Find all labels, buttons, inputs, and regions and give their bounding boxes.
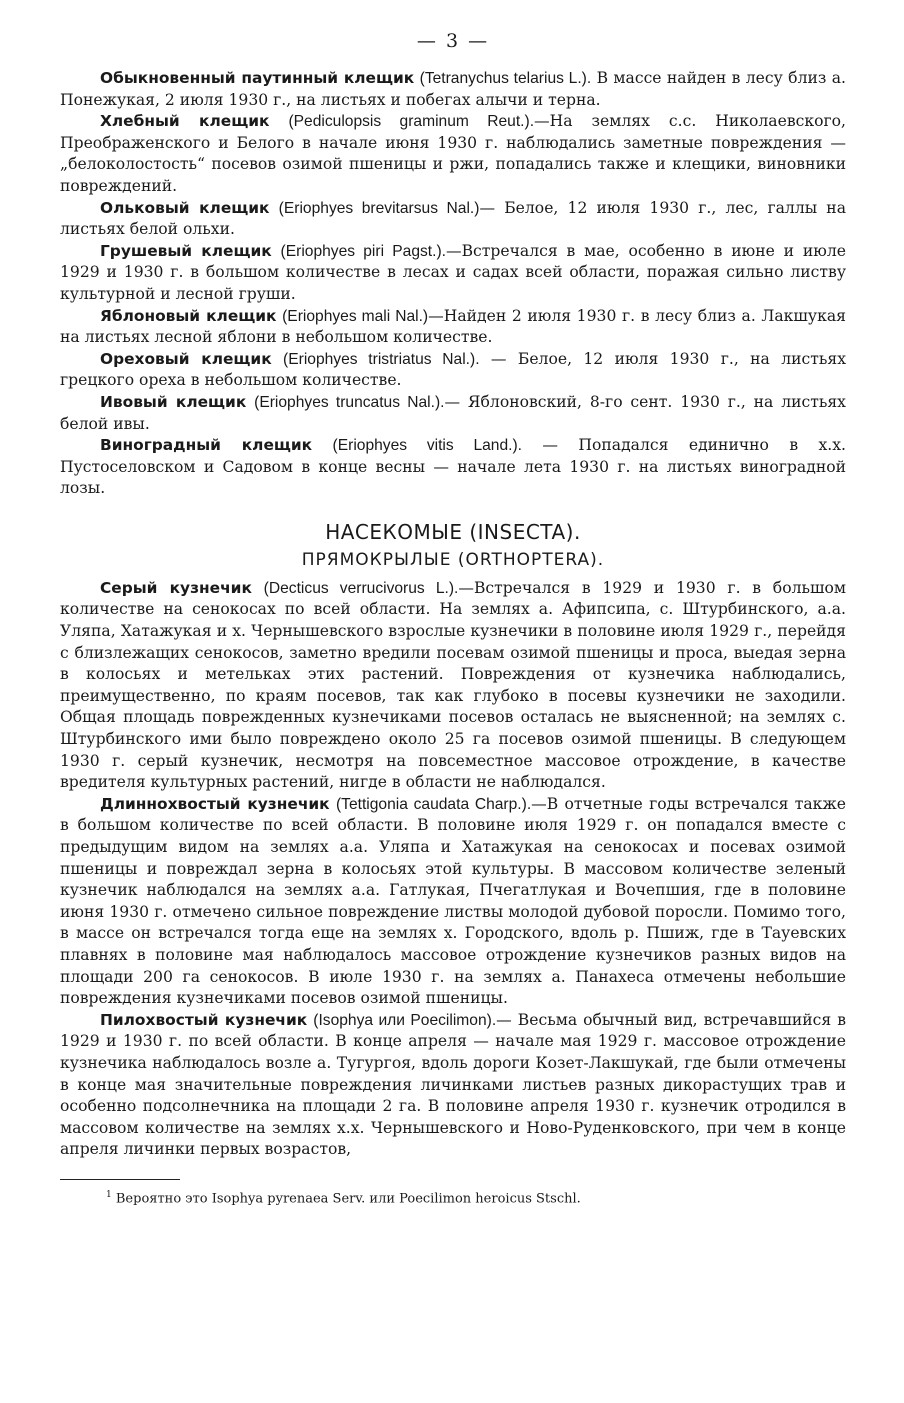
section-heading: НАСЕКОМЫЕ (INSECTA). bbox=[325, 519, 581, 544]
species-latin: (Eriophyes brevitarsus Nal.) bbox=[278, 199, 480, 217]
entry-mite-5 bbox=[60, 306, 846, 349]
entry-insect-3 bbox=[60, 1010, 846, 1161]
footnote-text: Вероятно это Isophya pyrenaea Serv. или Poecilimon heroicus Stschl. bbox=[115, 1191, 581, 1207]
species-latin: (Eriophyes truncatus Nal.). bbox=[254, 393, 445, 411]
species-latin: (Isophya или Poecilimon). bbox=[313, 1011, 497, 1029]
species-text: —На землях с.с. Николаевского, Преображенского и Белого в начале июня 1930 г. наблюдались заметные повреждения — „белоколостость“ посевов озимой пшеницы и ржи, попадались также и клещики, виновники повреждений. bbox=[60, 112, 846, 195]
species-name: Ореховый клещик bbox=[100, 349, 272, 368]
species-latin: (Decticus verrucivorus L.). bbox=[263, 579, 459, 597]
species-latin: (Tetranychus telarius L.). bbox=[419, 70, 592, 87]
footnote bbox=[60, 1186, 846, 1208]
entry-mite-6 bbox=[60, 349, 846, 392]
entry-mite-4 bbox=[60, 241, 846, 306]
insects-list bbox=[60, 578, 846, 1161]
species-name: Серый кузнечик bbox=[100, 578, 252, 597]
entry-mite-1 bbox=[60, 68, 846, 111]
subsection-heading: ПРЯМОКРЫЛЫЕ (ORTHOPTERA). bbox=[301, 549, 605, 570]
species-latin: (Eriophyes vitis Land.). bbox=[332, 437, 523, 455]
species-text: —В отчетные годы встречался также в большом количестве по всей области. В половине июля 1929 г. он попадался вместе с предыдущим видом на землях а.а. Уляпа и Хатажукая на сенокосах и посевах озимой пшеницы и повреждал зерна в колосьях этой культуры. В массовом количестве зеленый кузнечик наблюдался на землях а.а. Гатлукая, Пчегатлукая и Вочепшия, где в половине июня 1930 г. отмечено сильное повреждение листвы молодой дубовой поросли. Помимо того, в массе он встречался тогда еще на землях х. Городского, вдоль р. Пшиж, где в Тауевских плавнях в половине мая наблюдалось массовое отрождение кузнечиков разных видов на площади 200 га сенокосов. В июле 1930 г. на землях а. Панахеса отмечены небольшие повреждения кузнечиками посевов озимой пшеницы. bbox=[60, 794, 846, 1008]
entry-insect-1 bbox=[60, 578, 846, 794]
footnote-divider bbox=[60, 1179, 180, 1180]
species-name: Обыкновенный паутинный клещик bbox=[100, 69, 415, 87]
entry-mite-2 bbox=[60, 111, 846, 197]
species-name: Яблоновый клещик bbox=[100, 306, 277, 325]
entry-mite-8 bbox=[60, 435, 846, 500]
species-text: — Яблоновский, 8-го сент. 1930 г., на листьях белой ивы. bbox=[60, 392, 846, 433]
species-latin: (Eriophyes tristriatus Nal.). bbox=[283, 350, 480, 368]
species-name: Хлебный клещик bbox=[100, 112, 270, 131]
page-number: — 3 — bbox=[416, 30, 490, 52]
species-name: Пилохвостый кузнечик bbox=[100, 1010, 308, 1029]
species-text: —Найден 2 июля 1930 г. в лесу близ а. Лакшукая на листьях лесной яблони в небольшом количестве. bbox=[60, 306, 846, 347]
species-name: Ивовый клещик bbox=[100, 392, 247, 411]
species-name: Грушевый клещик bbox=[100, 241, 272, 260]
species-text: — Весьма обычный вид, встречавшийся в 1929 и 1930 г. по всей области. В конце апреля — начале мая 1929 г. массовое отрождение кузнечика наблюдалось возле а. Тугургоя, вдоль дороги Козет-Лакшукай, где были отмечены в конце мая значительные повреждения личинками листьев разных дикорастущих трав и особенно подсолнечника на площади 2 га. В половине апреля 1930 г. кузнечик отродился в массовом количестве на землях х.х. Чернышевского и Ново-Руденковского, при чем в конце апреля личинки первых возрастов, bbox=[60, 1010, 846, 1159]
page bbox=[60, 30, 846, 1208]
mites-list bbox=[60, 68, 846, 500]
species-text: —Встречался в мае, особенно в июне и июле 1929 и 1930 г. в большом количестве в лесах и садах всей области, поражая сильно листву культурной и лесной груши. bbox=[60, 241, 846, 303]
species-name: Ольковый клещик bbox=[100, 198, 270, 217]
species-latin: (Eriophyes piri Pagst.). bbox=[280, 242, 446, 260]
entry-mite-7 bbox=[60, 392, 846, 435]
footnote-mark: 1 bbox=[106, 1189, 112, 1200]
entry-insect-2 bbox=[60, 794, 846, 1010]
species-text: В массе найден в лесу близ а. Понежукая, 2 июля 1930 г., на листьях и побегах алычи и терна. bbox=[60, 69, 846, 109]
species-name: Длиннохвостый кузнечик bbox=[100, 794, 330, 813]
species-latin: (Pediculopsis graminum Reut.). bbox=[288, 113, 535, 131]
species-text: — Попадался единично в х.х. Пустоселовском и Садовом в конце весны — начале лета 1930 г. на листьях виноградной лозы. bbox=[60, 436, 846, 498]
species-name: Виноградный клещик bbox=[100, 436, 313, 455]
species-latin: (Eriophyes mali Nal.) bbox=[282, 307, 429, 325]
species-text: —Встречался в 1929 и 1930 г. в большом количестве на сенокосах по всей области. На землях а. Афипсипа, с. Штурбинского, а.а. Уляпа, Хатажукая и х. Чернышевского взрослые кузнечики в половине июля 1929 г., перейдя с близлежащих сенокосов, заметно вредили посевам озимой пшеницы и проса, выедая зерна в колосьях и метельках этих растений. Повреждения от кузнечика наблюдались, преимущественно, по краям посевов, так как глубоко в посевы кузнечики не заходили. Общая площадь поврежденных кузнечиками посевов осталась не выясненной; на землях с. Штурбинского ими было повреждено около 25 га посевов озимой пшеницы. В следующем 1930 г. серый кузнечик, несмотря на повсеместное массовое отрождение, в качестве вредителя культурных растений, нигде в области не наблюдался. bbox=[60, 578, 846, 792]
entry-mite-3 bbox=[60, 198, 846, 241]
species-text: — Белое, 12 июля 1930 г., лес, галлы на листьях белой ольхи. bbox=[60, 198, 846, 239]
species-text: — Белое, 12 июля 1930 г., на листьях грецкого ореха в небольшом количестве. bbox=[60, 349, 846, 390]
species-latin: (Tettigonia caudata Charp.). bbox=[335, 795, 532, 813]
